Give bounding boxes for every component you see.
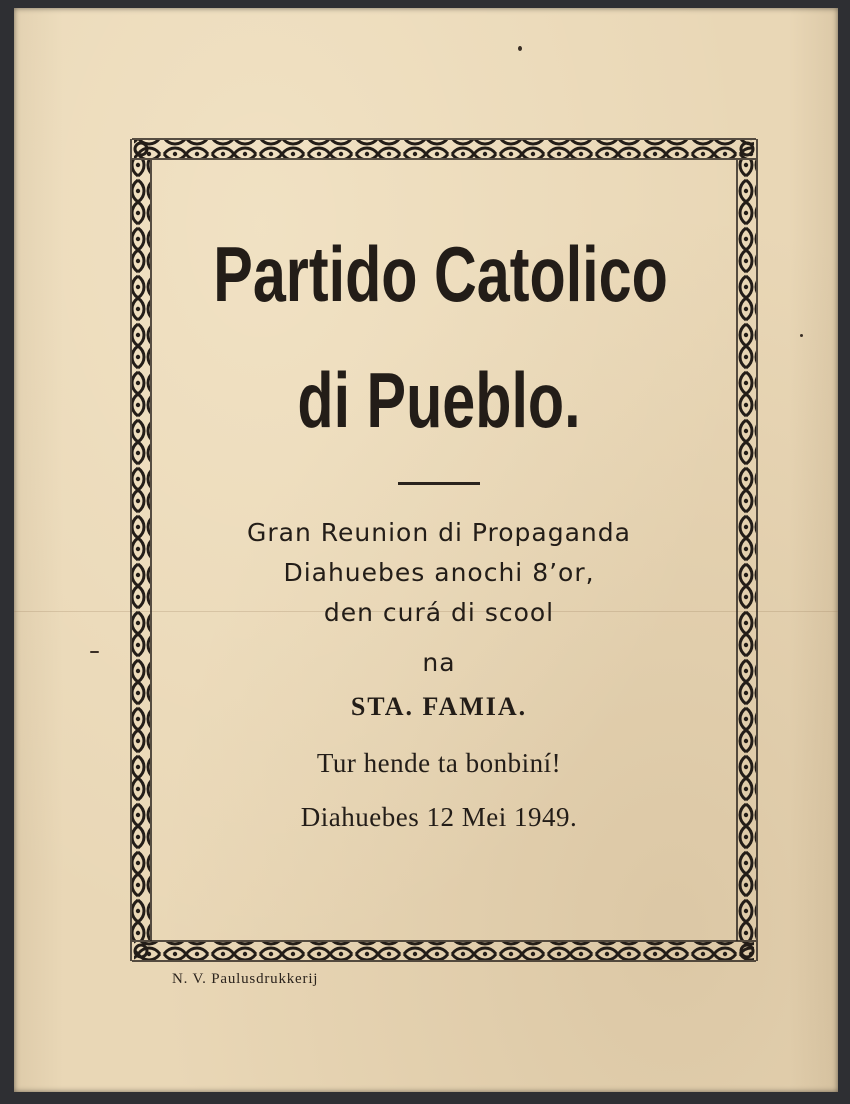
title-line-2: di Pueblo.	[297, 356, 581, 444]
border-bottom	[132, 941, 756, 961]
border-top	[132, 139, 756, 159]
poster-sheet	[14, 8, 838, 1092]
event-location-preposition: na	[422, 648, 456, 677]
paper-speck	[800, 334, 803, 337]
title-line-1: Partido Catolico	[213, 230, 668, 318]
event-date: Diahuebes 12 Mei 1949.	[300, 802, 578, 832]
event-time: Diahuebes anochi 8’or,	[283, 558, 595, 587]
poster-content	[142, 218, 736, 837]
paper-speck	[518, 46, 522, 51]
event-location-detail: den curá di scool	[323, 598, 555, 627]
border-right	[737, 139, 757, 961]
printer-credit: N. V. Paulusdrukkerij	[172, 971, 319, 987]
paper-speck	[90, 651, 99, 653]
divider-rule	[398, 482, 480, 485]
event-name: Gran Reunion di Propaganda	[247, 518, 631, 547]
welcome-text: Tur hende ta bonbiní!	[316, 748, 562, 778]
event-venue: STA. FAMIA.	[350, 692, 528, 721]
